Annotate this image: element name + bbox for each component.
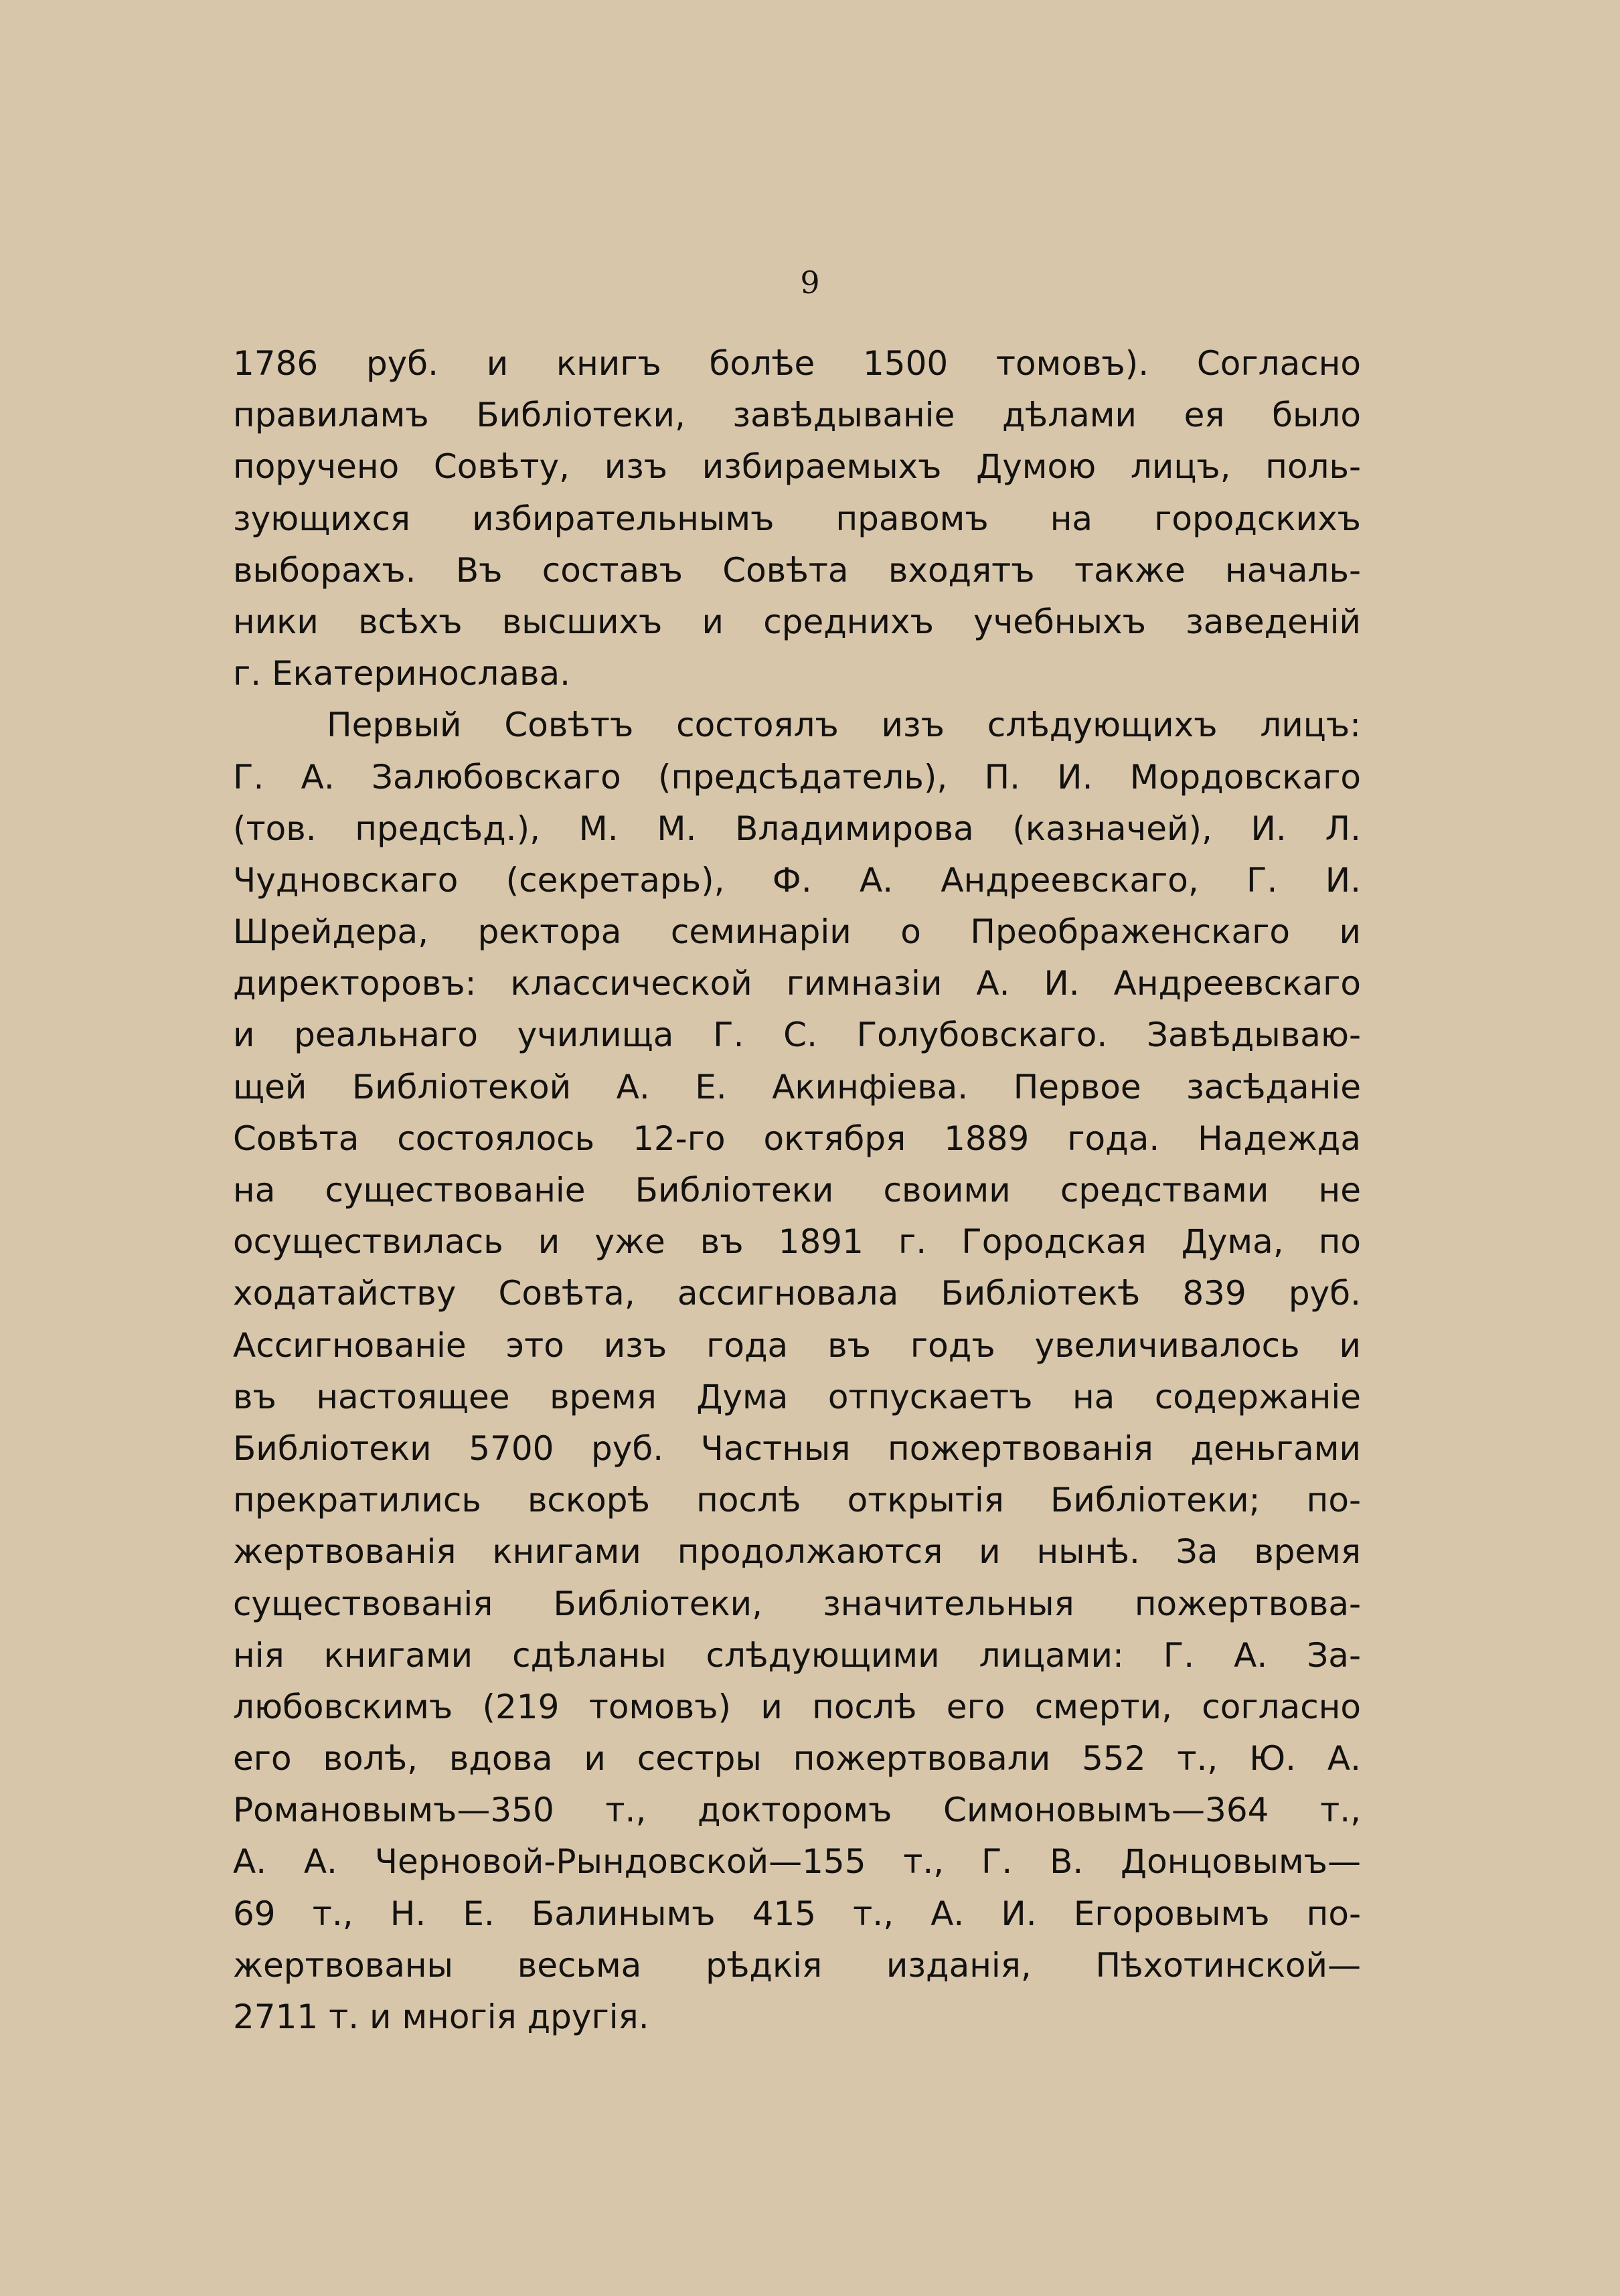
text-line: существованія Библіотеки, значительныя пожертвова- [233,1584,1361,1623]
text-line: жертвованы весьма рѣдкія изданія, Пѣхотинской— [233,1945,1361,1985]
text-line: Первый Совѣтъ состоялъ изъ слѣдующихъ лицъ: [327,706,1361,745]
paragraph-1 [233,338,1361,700]
text-line: Совѣта состоялось 12-го октября 1889 года. Надежда [233,1119,1361,1158]
text-line: Чудновскаго (секретарь), Ф. А. Андреевскаго, Г. И. [233,860,1361,900]
text-line: прекратились вскорѣ послѣ открытія Библіотеки; по- [233,1481,1361,1520]
text-line: жертвованія книгами продолжаются и нынѣ. За время [233,1532,1361,1572]
text-line: поручено Совѣту, изъ избираемыхъ Думою лицъ, поль- [233,447,1361,487]
page-number: 9 [800,264,820,301]
text-line: 2711 т. и многія другія. [233,1997,649,2036]
text-line: ники всѣхъ высшихъ и среднихъ учебныхъ заведеній [233,602,1361,641]
text-line: любовскимъ (219 томовъ) и послѣ его смерти, согласно [233,1687,1361,1726]
text-line: Библіотеки 5700 руб. Частныя пожертвованія деньгами [233,1428,1361,1468]
text-line: и реальнаго училища Г. С. Голубовскаго. Завѣдываю- [233,1015,1361,1055]
text-line: его волѣ, вдова и сестры пожертвовали 552 т., Ю. А. [233,1739,1361,1779]
text-line: А. А. Черновой-Рындовской—155 т., Г. В. Донцовымъ— [233,1842,1361,1882]
text-line: (тов. предсѣд.), М. М. Владимирова (казначей), И. Л. [233,809,1361,848]
text-line: Шрейдера, ректора семинаріи о Преображенскаго и [233,912,1361,952]
text-line: ходатайству Совѣта, ассигновала Библіотекѣ 839 руб. [233,1274,1361,1313]
text-line: Г. А. Залюбовскаго (предсѣдатель), П. И. Мордовскаго [233,757,1361,797]
text-line: нія книгами сдѣланы слѣдующими лицами: Г. А. За- [233,1635,1361,1675]
text-line: на существованіе Библіотеки своими средствами не [233,1171,1361,1210]
text-line: зующихся избирательнымъ правомъ на городскихъ [233,499,1361,538]
text-line: выборахъ. Въ составъ Совѣта входятъ также началь- [233,550,1361,590]
text-line: въ настоящее время Дума отпускаетъ на содержаніе [233,1377,1361,1416]
body-text [233,338,1361,2043]
text-line: правиламъ Библіотеки, завѣдываніе дѣлами ея было [233,396,1361,435]
text-line: осуществилась и уже въ 1891 г. Городская Дума, по [233,1222,1361,1262]
text-line: г. Екатеринослава. [233,654,570,693]
text-line: директоровъ: классической гимназіи А. И. Андреевскаго [233,964,1361,1003]
text-line: 1786 руб. и книгъ болѣе 1500 томовъ). Согласно [233,344,1361,383]
text-line: 69 т., Н. Е. Балинымъ 415 т., А. И. Егоровымъ по- [233,1894,1361,1933]
text-line: Романовымъ—350 т., докторомъ Симоновымъ—364 т., [233,1791,1361,1830]
text-line: Ассигнованіе это изъ года въ годъ увеличивалось и [233,1325,1361,1365]
text-line: щей Библіотекой А. Е. Акинфіева. Первое засѣданіе [233,1067,1361,1106]
paragraph-2 [233,700,1361,2043]
